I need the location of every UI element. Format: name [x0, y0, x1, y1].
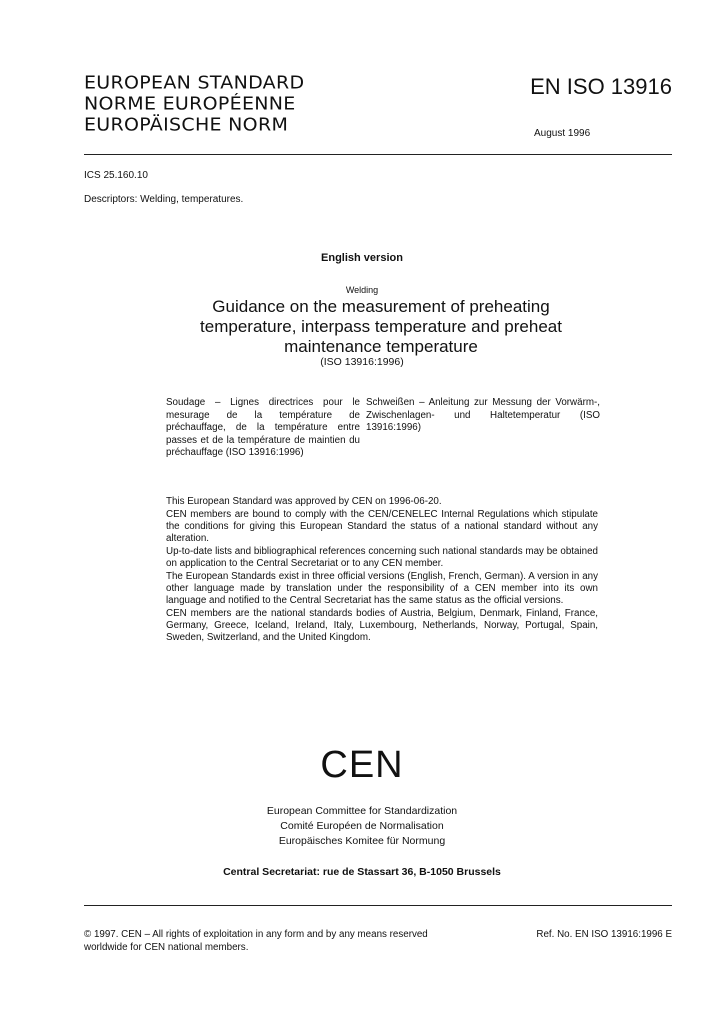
committee-name-german: Europäisches Komitee für Normung	[278, 835, 446, 847]
iso-reference: (ISO 13916:1996)	[320, 356, 404, 368]
category-label: Welding	[345, 285, 379, 295]
copyright-notice: © 1997. CEN – All rights of exploitation in any form and by any means reserved worldwide for CEN national members.	[84, 929, 428, 953]
notice-paragraph: The European Standards exist in three official versions (English, French, German). A version in any other language made by translation under the responsibility of a CEN member into its own language and notified to the Central Secretariat has the same status as the official versions.	[166, 571, 598, 606]
standard-titles	[84, 74, 304, 137]
title-german: EUROPÄISCHE NORM	[84, 115, 289, 136]
cen-logo: CEN	[320, 744, 404, 786]
german-title: Schweißen – Anleitung zur Messung der Vorwärm-, Zwischenlagen- und Haltetemperatur (ISO 13916:1996)	[366, 397, 600, 433]
ics-code: ICS 25.160.10	[84, 170, 148, 181]
notice-paragraph: This European Standard was approved by CEN on 1996-06-20.	[166, 496, 442, 507]
committee-name-french: Comité Européen de Normalisation	[280, 820, 444, 832]
approval-notice	[166, 496, 598, 645]
descriptors: Descriptors: Welding, temperatures.	[84, 194, 244, 205]
notice-paragraph: Up-to-date lists and bibliographical references concerning such national standards may be obtained on application to the Central Secretariat or to any CEN member.	[166, 546, 598, 569]
footer-divider	[84, 905, 672, 906]
version-label: English version	[321, 252, 403, 264]
committee-names	[0, 804, 724, 849]
committee-name-english: European Committee for Standardization	[266, 805, 458, 817]
french-title: Soudage – Lignes directrices pour le mesurage de la température de préchauffage, de la température entre passes et de la température de maintien du préchauffage (ISO 13916:1996)	[166, 397, 360, 458]
title-french: NORME EUROPÉENNE	[84, 94, 296, 115]
document-title: Guidance on the measurement of preheating temperature, interpass temperature and preheat maintenance temperature	[200, 297, 562, 356]
publication-date: August 1996	[534, 128, 591, 139]
header-divider	[84, 154, 672, 155]
notice-paragraph: CEN members are the national standards bodies of Austria, Belgium, Denmark, Finland, France, Germany, Greece, Iceland, Ireland, Italy, Luxembourg, Netherlands, Norway, Portugal, Spain, Sweden, Switzerland, and the United Kingdom.	[166, 608, 598, 643]
central-secretariat: Central Secretariat: rue de Stassart 36, B-1050 Brussels	[223, 866, 501, 878]
notice-paragraph: CEN members are bound to comply with the CEN/CENELEC Internal Regulations which stipulate the conditions for giving this European Standard the status of a national standard without any alteration.	[166, 509, 598, 544]
standard-number: EN ISO 13916	[530, 74, 672, 99]
reference-number: Ref. No. EN ISO 13916:1996 E	[536, 929, 672, 940]
title-english: EUROPEAN STANDARD	[84, 73, 305, 94]
